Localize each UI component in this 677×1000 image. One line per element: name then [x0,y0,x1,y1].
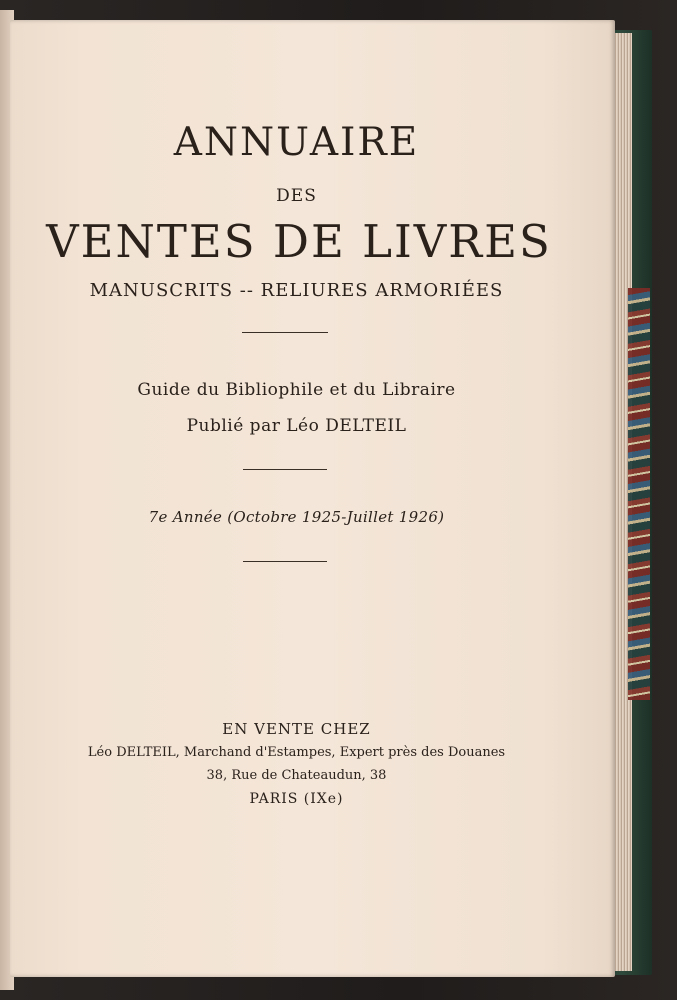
street-line: 38, Rue de Chateaudun, 38 [206,768,387,783]
divider-rule [243,561,327,562]
guide-line: Guide du Bibliophile et du Libraire [137,380,456,400]
seller-line: Léo DELTEIL, Marchand d'Estampes, Expert près des Douanes [87,745,506,760]
title-des: DES [276,186,317,206]
title-page [10,20,615,977]
title-annuaire: ANNUAIRE [173,120,420,165]
year-line: 7e Année (Octobre 1925-Juillet 1926) [148,508,445,526]
title-ventes-de-livres: VENTES DE LIVRES [46,215,552,268]
divider-rule [243,469,327,470]
divider-rule [242,332,328,333]
city-line: PARIS (IXe) [249,791,344,807]
sale-heading: EN VENTE CHEZ [222,720,371,738]
subtitle: MANUSCRITS -- RELIURES ARMORIÉES [89,280,504,301]
marbled-fore-edge [628,288,650,700]
publisher-line: Publié par Léo DELTEIL [186,416,407,436]
